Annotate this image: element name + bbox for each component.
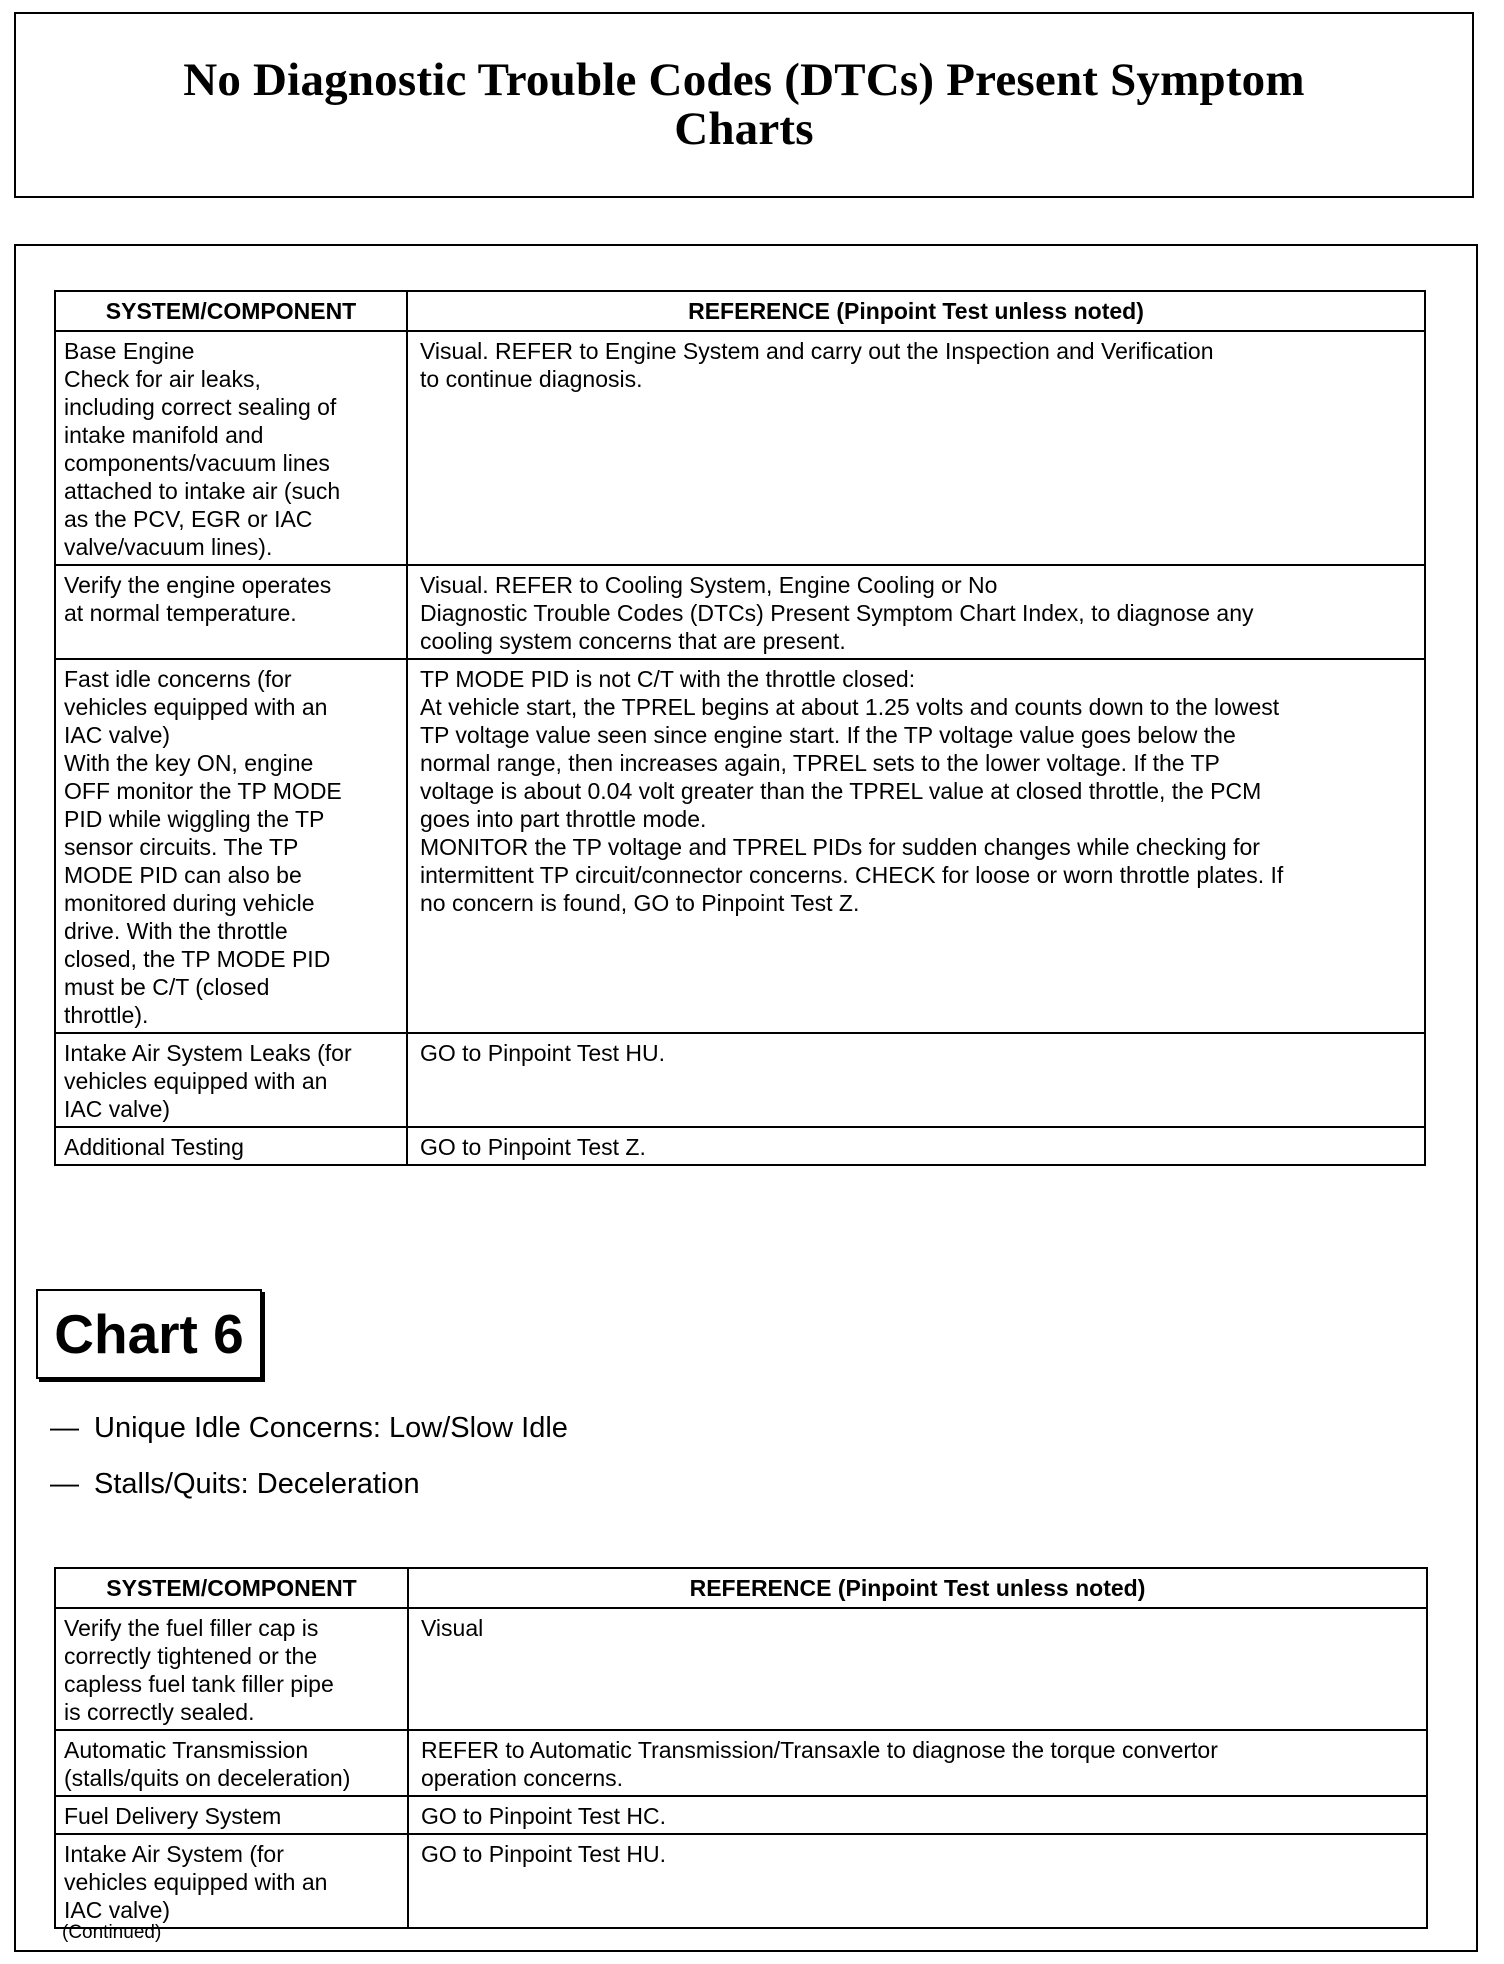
cell-line: GO to Pinpoint Test Z. <box>420 1134 646 1160</box>
header-reference: REFERENCE (Pinpoint Test unless noted) <box>408 1568 1427 1608</box>
cell-line: Visual. REFER to Cooling System, Engine Cooling or No <box>420 572 998 598</box>
cell-line: GO to Pinpoint Test HU. <box>421 1841 667 1867</box>
cell-line: as the PCV, EGR or IAC <box>64 506 313 532</box>
cell-line: TP voltage value seen since engine start. If the TP voltage value goes below the <box>420 722 1236 748</box>
cell-line: Fuel Delivery System <box>64 1803 282 1829</box>
cell-line: valve/vacuum lines). <box>64 534 273 560</box>
cell-line: vehicles equipped with an <box>64 1068 328 1094</box>
symptom-item <box>50 1467 568 1523</box>
cell-line: attached to intake air (such <box>64 478 341 504</box>
cell-line: capless fuel tank filler pipe <box>64 1671 334 1697</box>
cell-line: goes into part throttle mode. <box>420 806 707 832</box>
table-row <box>55 1730 1427 1796</box>
header-system-component: SYSTEM/COMPONENT <box>55 1568 408 1608</box>
system-component-cell <box>55 1796 408 1834</box>
table-row <box>55 1834 1427 1928</box>
cell-line: Automatic Transmission <box>64 1737 309 1763</box>
system-component-cell <box>55 1834 408 1928</box>
cell-line: IAC valve) <box>64 1096 171 1122</box>
cell-line: intake manifold and <box>64 422 264 448</box>
cell-line: including correct sealing of <box>64 394 337 420</box>
system-component-cell <box>55 1127 407 1165</box>
content-box <box>14 244 1478 1952</box>
cell-line: normal range, then increases again, TPREL sets to the lower voltage. If the TP <box>420 750 1220 776</box>
cell-line: at normal temperature. <box>64 600 297 626</box>
symptom-table-1 <box>54 290 1426 1166</box>
cell-line: drive. With the throttle <box>64 918 288 944</box>
cell-line: With the key ON, engine <box>64 750 314 776</box>
header-reference: REFERENCE (Pinpoint Test unless noted) <box>407 291 1425 331</box>
table-body <box>55 331 1425 1165</box>
cell-line: OFF monitor the TP MODE <box>64 778 342 804</box>
reference-cell <box>408 1730 1427 1796</box>
cell-line: vehicles equipped with an <box>64 694 328 720</box>
reference-cell <box>407 1033 1425 1127</box>
cell-line: IAC valve) <box>64 1897 171 1923</box>
cell-line: components/vacuum lines <box>64 450 330 476</box>
cell-line: Intake Air System (for <box>64 1841 284 1867</box>
table-row <box>55 331 1425 565</box>
cell-line: Visual <box>421 1615 484 1641</box>
symptom-item <box>50 1411 568 1467</box>
cell-line: Base Engine <box>64 338 195 364</box>
table-row <box>55 1796 1427 1834</box>
table-header-row <box>55 1568 1427 1608</box>
table-row <box>55 565 1425 659</box>
cell-line: intermittent TP circuit/connector concerns. CHECK for loose or worn throttle plates. If <box>420 862 1284 888</box>
system-component-cell <box>55 1608 408 1730</box>
reference-cell <box>407 331 1425 565</box>
dash-glyph: — <box>50 1468 79 1500</box>
system-component-cell <box>55 331 407 565</box>
page-title-line-1: No Diagnostic Trouble Codes (DTCs) Present Symptom <box>183 54 1305 106</box>
reference-cell <box>407 565 1425 659</box>
cell-line: closed, the TP MODE PID <box>64 946 331 972</box>
system-component-cell <box>55 1033 407 1127</box>
cell-line: is correctly sealed. <box>64 1699 255 1725</box>
table-body <box>55 1608 1427 1928</box>
cell-line: Verify the fuel filler cap is <box>64 1615 319 1641</box>
cell-line: operation concerns. <box>421 1765 624 1791</box>
reference-cell <box>408 1796 1427 1834</box>
table-row <box>55 1033 1425 1127</box>
reference-cell <box>408 1834 1427 1928</box>
cell-line: no concern is found, GO to Pinpoint Test Z. <box>420 890 860 916</box>
cell-line: GO to Pinpoint Test HC. <box>421 1803 667 1829</box>
cell-line: Visual. REFER to Engine System and carry out the Inspection and Verification <box>420 338 1214 364</box>
cell-line: correctly tightened or the <box>64 1643 318 1669</box>
dash-glyph: — <box>50 1412 79 1444</box>
cell-line: Additional Testing <box>64 1134 244 1160</box>
header-system-component: SYSTEM/COMPONENT <box>55 291 407 331</box>
table-row <box>55 1127 1425 1165</box>
cell-line: REFER to Automatic Transmission/Transaxle to diagnose the torque convertor <box>421 1737 1218 1763</box>
page-title-line-2: Charts <box>674 103 814 155</box>
cell-line: vehicles equipped with an <box>64 1869 328 1895</box>
cell-line: sensor circuits. The TP <box>64 834 299 860</box>
cell-line: IAC valve) <box>64 722 171 748</box>
symptom-table-2 <box>54 1567 1428 1929</box>
system-component-cell <box>55 659 407 1033</box>
reference-cell <box>407 1127 1425 1165</box>
cell-line: PID while wiggling the TP <box>64 806 325 832</box>
cell-line: Verify the engine operates <box>64 572 332 598</box>
cell-line: cooling system concerns that are present. <box>420 628 846 654</box>
cell-line: (stalls/quits on deceleration) <box>64 1765 351 1791</box>
chart-label <box>36 1289 262 1379</box>
cell-line: monitored during vehicle <box>64 890 315 916</box>
cell-line: Fast idle concerns (for <box>64 666 292 692</box>
symptom-text: Stalls/Quits: Deceleration <box>94 1468 420 1500</box>
cell-line: Intake Air System Leaks (for <box>64 1040 352 1066</box>
cell-line: MONITOR the TP voltage and TPREL PIDs for sudden changes while checking for <box>420 834 1260 860</box>
table-row <box>55 659 1425 1033</box>
cell-line: MODE PID can also be <box>64 862 302 888</box>
table-header-row <box>55 291 1425 331</box>
cell-line: to continue diagnosis. <box>420 366 643 392</box>
system-component-cell <box>55 1730 408 1796</box>
symptom-text: Unique Idle Concerns: Low/Slow Idle <box>94 1412 568 1444</box>
continued-note: (Continued) <box>62 1922 162 1943</box>
page-title <box>183 56 1304 154</box>
cell-line: TP MODE PID is not C/T with the throttle closed: <box>420 666 916 692</box>
table-row <box>55 1608 1427 1730</box>
cell-line: At vehicle start, the TPREL begins at about 1.25 volts and counts down to the lowest <box>420 694 1280 720</box>
cell-line: voltage is about 0.04 volt greater than the TPREL value at closed throttle, the PCM <box>420 778 1262 804</box>
reference-cell <box>407 659 1425 1033</box>
cell-line: Check for air leaks, <box>64 366 261 392</box>
cell-line: must be C/T (closed <box>64 974 270 1000</box>
cell-line: Diagnostic Trouble Codes (DTCs) Present Symptom Chart Index, to diagnose any <box>420 600 1254 626</box>
reference-cell <box>408 1608 1427 1730</box>
cell-line: throttle). <box>64 1002 149 1028</box>
system-component-cell <box>55 565 407 659</box>
title-box <box>14 12 1474 198</box>
chart-label-text: Chart 6 <box>54 1303 244 1365</box>
cell-line: GO to Pinpoint Test HU. <box>420 1040 666 1066</box>
symptom-list <box>50 1411 568 1523</box>
